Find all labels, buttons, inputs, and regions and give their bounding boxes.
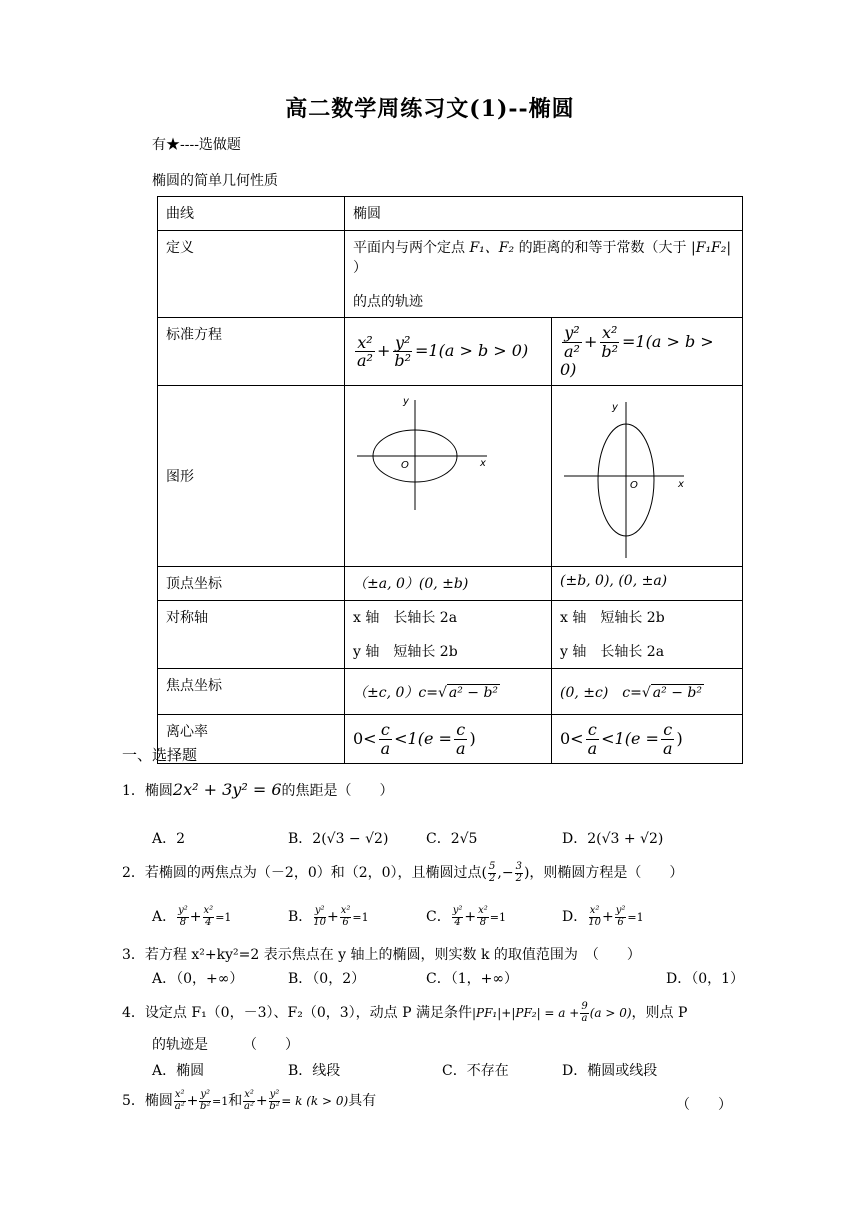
q2-b-label: B． [288,909,313,925]
q2-d-label: D． [562,909,588,925]
question-4: 4．设定点 F₁（0，－3）、F₂（0，3），动点 P 满足条件|PF₁|+|PF₂| = a + $\frac{9}{a}$ (a > 0)，则点 P [122,1001,688,1024]
optional-note: 有★----选做题 [152,137,241,153]
q2-c-label: C． [426,909,451,925]
figure-label: 图形 [158,386,345,567]
q5-answer-paren: （ ） [676,1097,732,1113]
row-focus [158,669,743,715]
ecc1-mid: <1(e = [394,728,452,748]
svg-text:O: O [401,460,409,472]
row-axis [158,601,743,669]
vertex-vertical: (±b, 0), (0, ±a) [552,567,743,601]
svg-text:O: O [630,480,638,492]
row-curve [158,197,743,231]
q4-condition: |PF₁|+|PF₂| = a + [471,1006,580,1020]
q5-k: = k (k > 0) [281,1094,349,1108]
svg-text:x: x [480,458,486,470]
definition-foci: F₁、F₂ [469,240,515,256]
row-equation [158,318,743,386]
q5-and: 和 [228,1093,243,1109]
q1-option-c: C．2√5 [426,831,478,847]
figure-vertical-ellipse [552,386,743,567]
axis1-line1: x 轴 长轴长 2a [353,610,458,627]
ecc2-prefix: 0< [560,728,584,748]
horizontal-ellipse-diagram [347,388,533,560]
table-caption: 椭圆的简单几何性质 [152,173,278,189]
q2-a-label: A． [152,909,177,925]
q4-option-c: C．不存在 [442,1063,509,1079]
q1-stem-post: 的焦距是（ ） [281,783,394,799]
svg-text:y: y [403,396,409,408]
curve-label: 曲线 [158,197,345,231]
definition-text3: ） [353,260,367,276]
question-1 [122,780,394,800]
axis2-line1: x 轴 短轴长 2b [560,610,665,627]
question-3: 3．若方程 x²+ky²=2 表示焦点在 y 轴上的椭圆，则实数 k 的取值范围为 （ ） [122,947,641,963]
focus2-root: a² − b² [652,684,702,701]
focus-horizontal: （±c, 0）c=√ a² − b² [345,669,552,715]
axis2-line2: y 轴 长轴长 2a [560,644,665,661]
q3-option-c: C．（1，+∞） [426,971,519,987]
axis-horizontal [345,601,552,669]
eq1-rest: =1(a > b > 0) [415,341,529,361]
q5-stem-pre: 5．椭圆 [122,1093,173,1109]
definition-text1: 平面内与两个定点 [353,240,465,256]
q4-cond-a: (a > 0) [589,1006,632,1020]
vertex-label: 顶点坐标 [158,567,345,601]
ecc1-prefix: 0< [353,728,377,748]
question-2: 2．若椭圆的两焦点为（－2，0）和（2，0），且椭圆过点( $\frac{5}{2}$ ,− $\frac{3}{2}$ )，则椭圆方程是（ ） [122,861,684,884]
q2-stem-pre: 2．若椭圆的两焦点为（－2，0）和（2，0），且椭圆过点 [122,865,482,881]
definition-abs: |F₁F₂| [691,240,732,256]
q2-option-c: C． $\frac{\text{y²}}{4}$ + $\frac{\text{x²}}{8}$ =1 [426,905,506,928]
vertical-ellipse-diagram [554,388,740,560]
q4-stem-pre: 4．设定点 F₁（0，－3）、F₂（0，3），动点 P 满足条件 [122,1005,472,1021]
q1-stem-pre: 1．椭圆 [122,783,173,799]
row-definition [158,231,743,318]
q1-option-a: A．2 [152,831,186,847]
ecc2-suffix: ) [676,728,683,748]
equation-label: 标准方程 [158,318,345,386]
svg-text:y: y [612,402,618,414]
q4-option-d: D．椭圆或线段 [562,1063,658,1079]
page-title: 高二数学周练习文(1)--椭圆 [285,96,575,122]
focus1-root: a² − b² [448,684,499,701]
question-5: 5．椭圆 $\frac{\text{x²}}{\text{a²}}$ + $\frac{\text{y²}}{\text{b²}}$ =1和 $\frac{\text{x²}}{\text{a²}}$ + $\frac{\text{y²}}{\text{b²}}$ = k (k > 0)具有 [122,1089,377,1112]
q5-stem-post: 具有 [348,1093,377,1109]
q3-option-a: A．（0，+∞） [152,971,244,987]
q2-option-a: A． $\frac{\text{y²}}{8}$ + $\frac{\text{x²}}{4}$ =1 [152,905,232,928]
curve-value: 椭圆 [345,197,743,231]
definition-line2: 的点的轨迹 [353,294,423,310]
q3-option-b: B．（0，2） [288,971,366,987]
axis-vertical [552,601,743,669]
q2-option-b: B． $\frac{\text{y²}}{10}$ + $\frac{\text{x²}}{6}$ =1 [288,905,369,928]
row-vertex [158,567,743,601]
q4-option-a: A．椭圆 [152,1063,205,1079]
ecc2-mid: <1(e = [601,728,659,748]
equation-vertical: $\frac{\text{y²}}{\text{a²}}$ + $\frac{\text{x²}}{\text{b²}}$ =1(a > b > 0) [552,318,743,386]
definition-text2: 的距离的和等于常数（大于 [518,240,687,256]
ecc-vertical: 0< $\frac{c}{a}$ <1(e = $\frac{c}{a}$ ) [552,715,743,764]
ecc-label: 离心率 [158,715,345,764]
axis-label: 对称轴 [158,601,345,669]
equation-horizontal: $\frac{\text{x²}}{\text{a²}}$ + $\frac{\text{y²}}{\text{b²}}$ =1(a > b > 0) [345,318,552,386]
ecc1-suffix: ) [469,728,476,748]
row-eccentricity [158,715,743,764]
q1-option-d: D．2(√3 + √2) [562,831,664,847]
vertex-horizontal: （±a, 0）(0, ±b) [345,567,552,601]
section-heading: 一、选择题 [122,746,198,764]
definition-label: 定义 [158,231,345,318]
q4-stem-line2: 的轨迹是 （ ） [152,1037,299,1053]
figure-horizontal-ellipse [345,386,552,567]
ecc-horizontal: 0< $\frac{c}{a}$ <1(e = $\frac{c}{a}$ ) [345,715,552,764]
q1-equation: 2x² + 3y² = 6 [172,780,282,799]
focus1-prefix: （±c, 0）c= [353,684,438,701]
row-figure [158,386,743,567]
focus-vertical: (0, ±c) c=√ a² − b² [552,669,743,715]
q3-option-d: D．（0，1） [666,971,745,987]
q2-stem-post: ，则椭圆方程是（ ） [529,865,684,881]
q4-option-b: B．线段 [288,1063,341,1079]
definition-cell [345,231,743,318]
ellipse-properties-table [157,196,743,764]
eq2-rest: =1(a > b > 0) [560,331,714,380]
focus2-prefix: (0, ±c) c= [560,684,642,701]
q2-option-d: D． $\frac{\text{x²}}{10}$ + $\frac{\text{y²}}{6}$ =1 [562,905,644,928]
q1-option-b: B．2(√3 − √2) [288,831,389,847]
svg-text:x: x [678,479,684,491]
focus-label: 焦点坐标 [158,669,345,715]
axis1-line2: y 轴 短轴长 2b [353,644,458,661]
q4-stem-post: ，则点 P [631,1005,688,1021]
